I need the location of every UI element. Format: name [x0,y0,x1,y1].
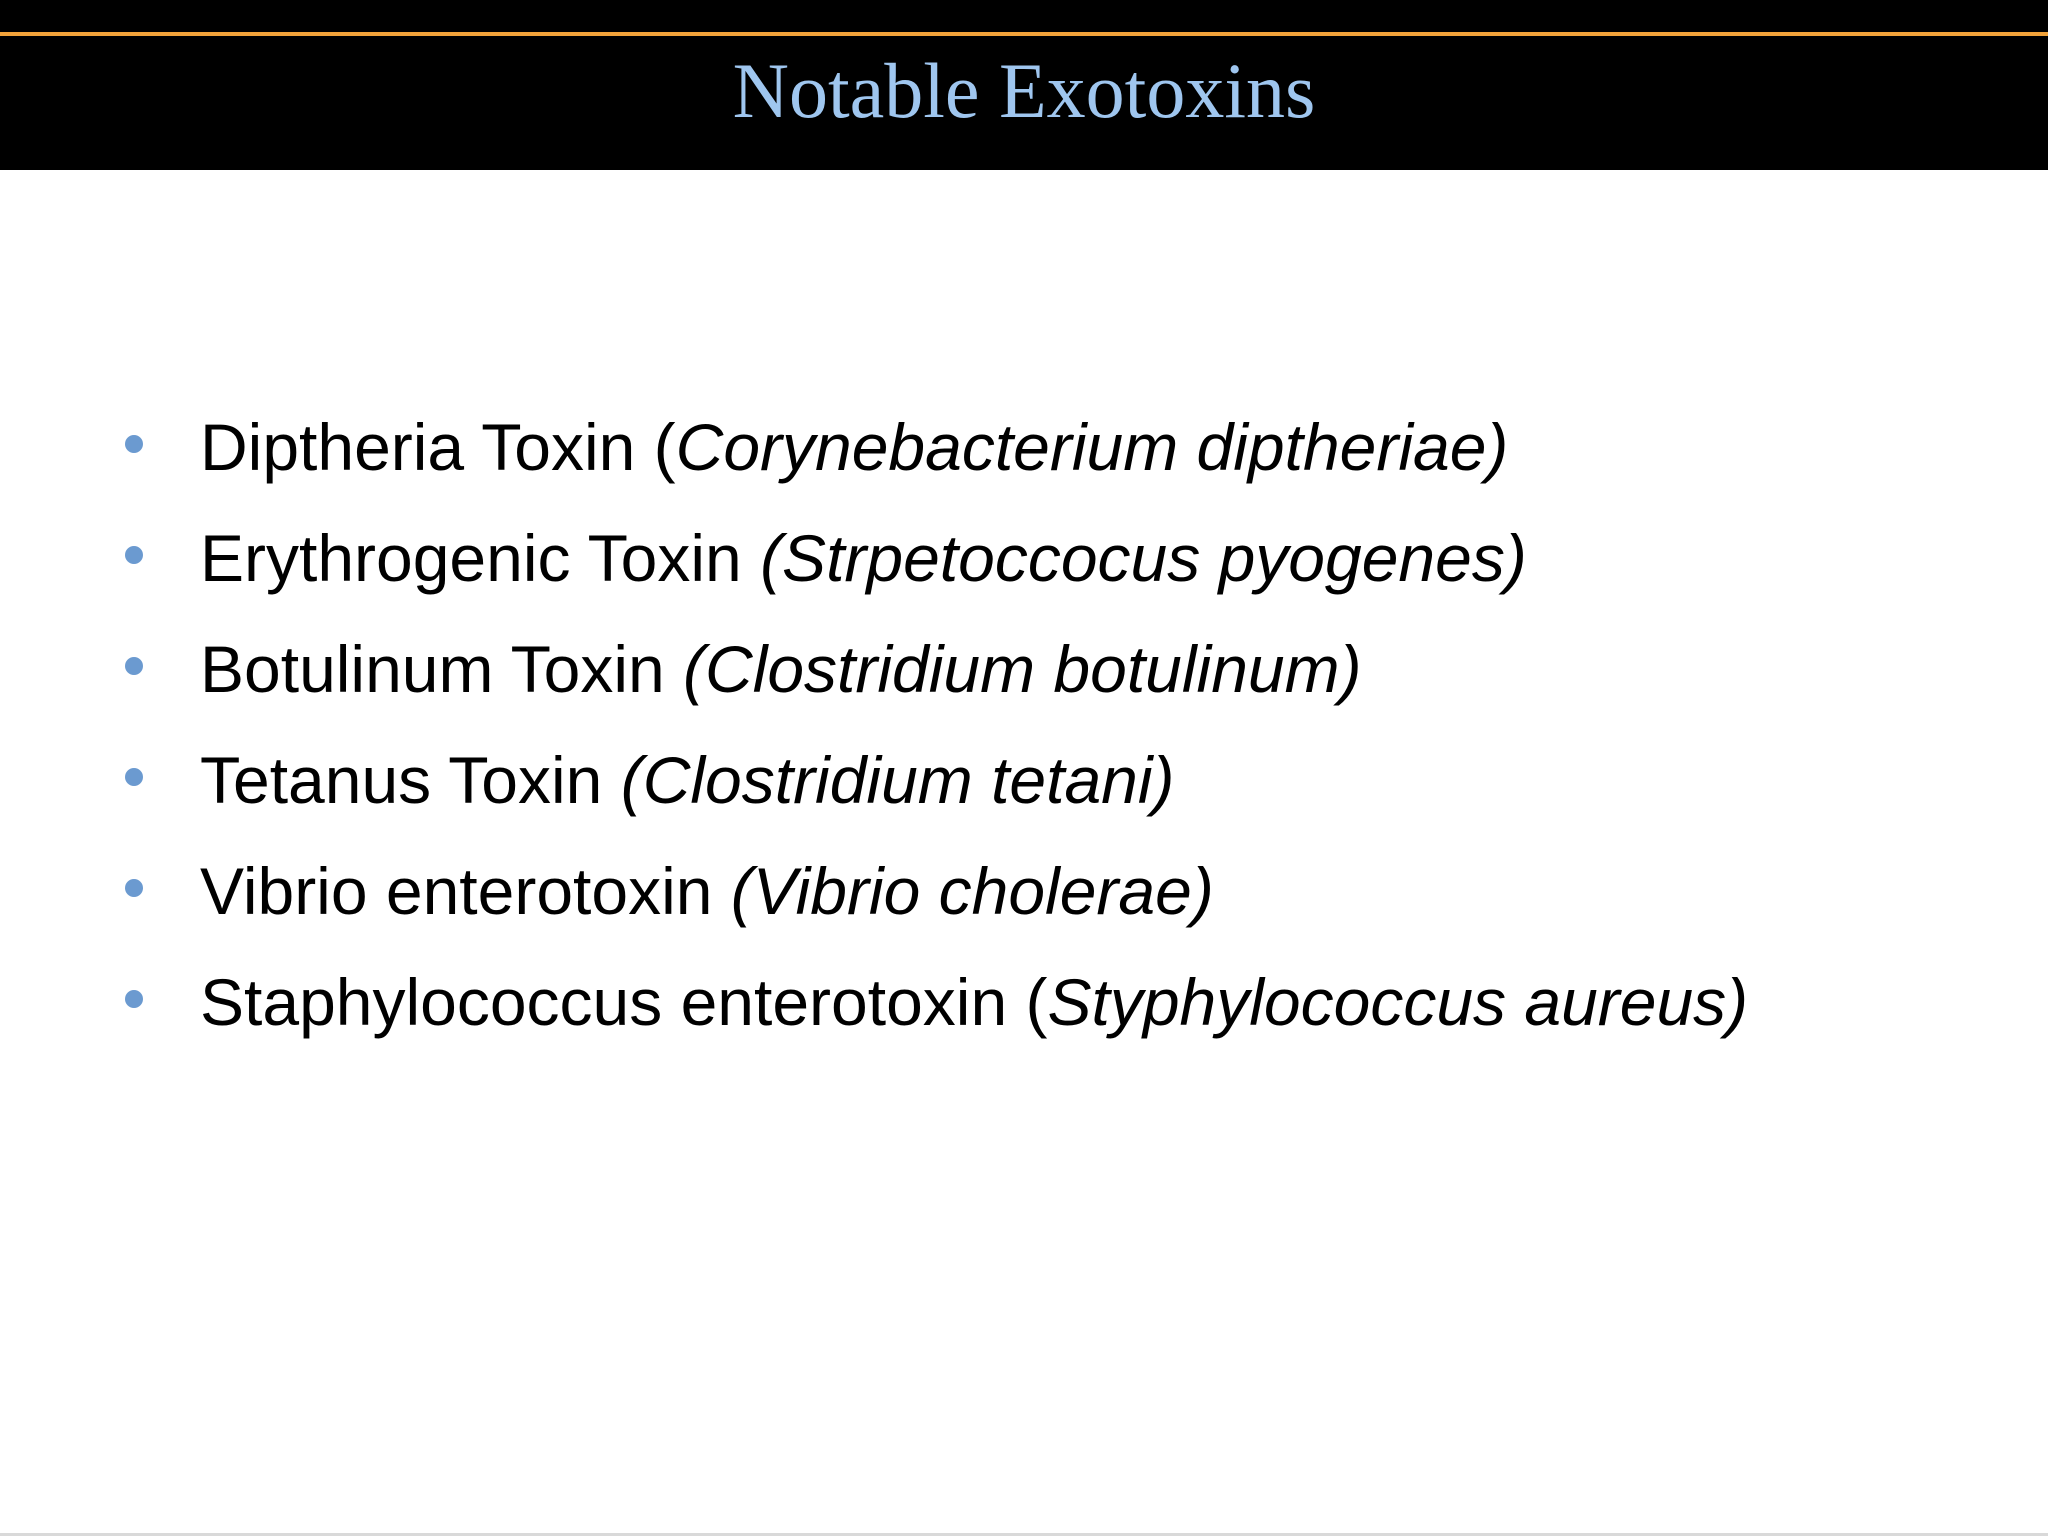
list-item-text [200,503,1527,614]
organism-name: Corynebacterium diptheriae) [675,410,1509,484]
list-item-text [200,392,1508,503]
toxin-name: Tetanus Toxin [200,743,621,817]
toxin-name: Staphylococcus enterotoxin ( [200,965,1048,1039]
list-item [120,725,2000,836]
list-item [120,836,2000,947]
bullet-dot-icon [125,768,143,786]
organism-name: Styphylococcus aureus) [1047,965,1749,1039]
toxin-name: Diptheria Toxin ( [200,410,676,484]
bullet-dot-icon [125,657,143,675]
bullet-dot-icon [125,990,143,1008]
organism-name: (Clostridium botulinum) [683,632,1362,706]
list-item-text [200,836,1214,947]
organism-name: (Strpetoccocus pyogenes) [760,521,1527,595]
list-item-text [200,614,1362,725]
organism-name: (Vibrio cholerae) [730,854,1214,928]
bullet-dot-icon [125,435,143,453]
toxin-name: Erythrogenic Toxin [200,521,761,595]
list-item [120,614,2000,725]
organism-name: (Clostridium tetani) [620,743,1175,817]
list-item [120,392,2000,503]
bullet-dot-icon [125,879,143,897]
slide-title: Notable Exotoxins [732,47,1316,134]
toxin-name: Botulinum Toxin [200,632,684,706]
list-item-text [200,947,1748,1058]
list-item-text [200,725,1175,836]
bullet-dot-icon [125,546,143,564]
accent-line [0,32,2048,36]
list-item [120,503,2000,614]
title-bar [0,0,2048,170]
toxin-name: Vibrio enterotoxin [200,854,731,928]
list-item [120,947,2000,1058]
exotoxin-list [120,392,2000,1058]
